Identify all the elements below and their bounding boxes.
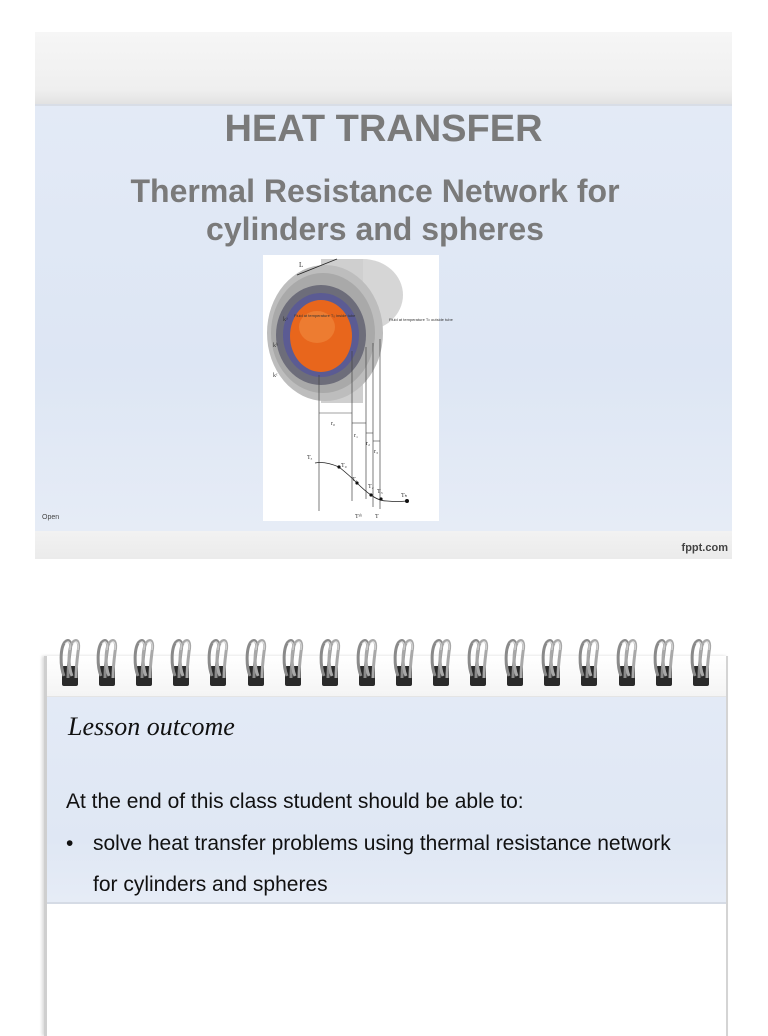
spiral-binding-ring-icon — [650, 636, 680, 690]
spiral-binding-ring-icon — [613, 636, 643, 690]
spiral-binding-ring-icon — [167, 636, 197, 690]
spiral-binding-ring-icon — [130, 636, 160, 690]
label-T2: T₂ — [368, 484, 374, 490]
slide-top-band — [35, 32, 732, 104]
label-Ta: Tₐ — [307, 455, 313, 461]
spiral-binding-ring-icon — [575, 636, 605, 690]
cylinder-diagram — [263, 255, 453, 521]
label-bottom-2: T — [375, 514, 379, 520]
bullet-marker: • — [66, 832, 74, 855]
slide-title: HEAT TRANSFER — [224, 108, 543, 150]
spiral-binding-ring-icon — [464, 636, 494, 690]
label-bottom-1: Tᵃᵇ — [355, 514, 363, 520]
spiral-binding-ring-icon — [427, 636, 457, 690]
spiral-binding-ring-icon — [501, 636, 531, 690]
spiral-binding-ring-icon — [56, 636, 86, 690]
spiral-binding-ring-icon — [279, 636, 309, 690]
label-T1: T₁ — [352, 477, 358, 483]
slide-footer-band — [35, 531, 732, 559]
label-ka: kᵃ — [283, 317, 288, 323]
spiral-binding-ring-icon — [242, 636, 272, 690]
spiral-binding-ring-icon — [538, 636, 568, 690]
bullet-item: solve heat transfer problems using thermal resistance network for cylinders and spheres — [93, 832, 671, 896]
lesson-intro: At the end of this class student should be able to: — [66, 790, 524, 813]
label-kc: kᶜ — [273, 373, 278, 379]
label-Tb: Tₕ — [401, 493, 408, 499]
spiral-binding-ring-icon — [353, 636, 383, 690]
label-kb: kᵇ — [273, 343, 278, 349]
label-r1: r₁ — [354, 433, 359, 439]
title-slide — [35, 32, 732, 559]
slide-subtitle: Thermal Resistance Network for cylinders and spheres — [130, 173, 620, 247]
spiral-binding-ring-icon — [687, 636, 717, 690]
slide-small-label: Open — [42, 514, 60, 521]
label-fluid-outside: Fluid at temperature Tₕ outside tube — [389, 317, 453, 322]
lesson-heading: Lesson outcome — [68, 712, 235, 741]
brand-watermark: fppt.com — [681, 542, 728, 554]
cylinder-diagram-svg — [263, 255, 453, 521]
label-r3: r₃ — [374, 449, 379, 455]
label-r2: r₂ — [366, 441, 371, 447]
spiral-binding — [56, 636, 716, 692]
spiral-binding-ring-icon — [93, 636, 123, 690]
label-L: L — [299, 261, 304, 269]
spiral-binding-ring-icon — [390, 636, 420, 690]
label-T0: T₀ — [341, 463, 347, 469]
spiral-binding-ring-icon — [316, 636, 346, 690]
spiral-binding-ring-icon — [204, 636, 234, 690]
label-T3: T₃ — [377, 489, 383, 495]
temperature-profile-curve — [315, 463, 407, 502]
label-r0: r₀ — [331, 421, 336, 427]
label-fluid-inside: Fluid at temperature T₀ inside tube — [294, 313, 356, 318]
